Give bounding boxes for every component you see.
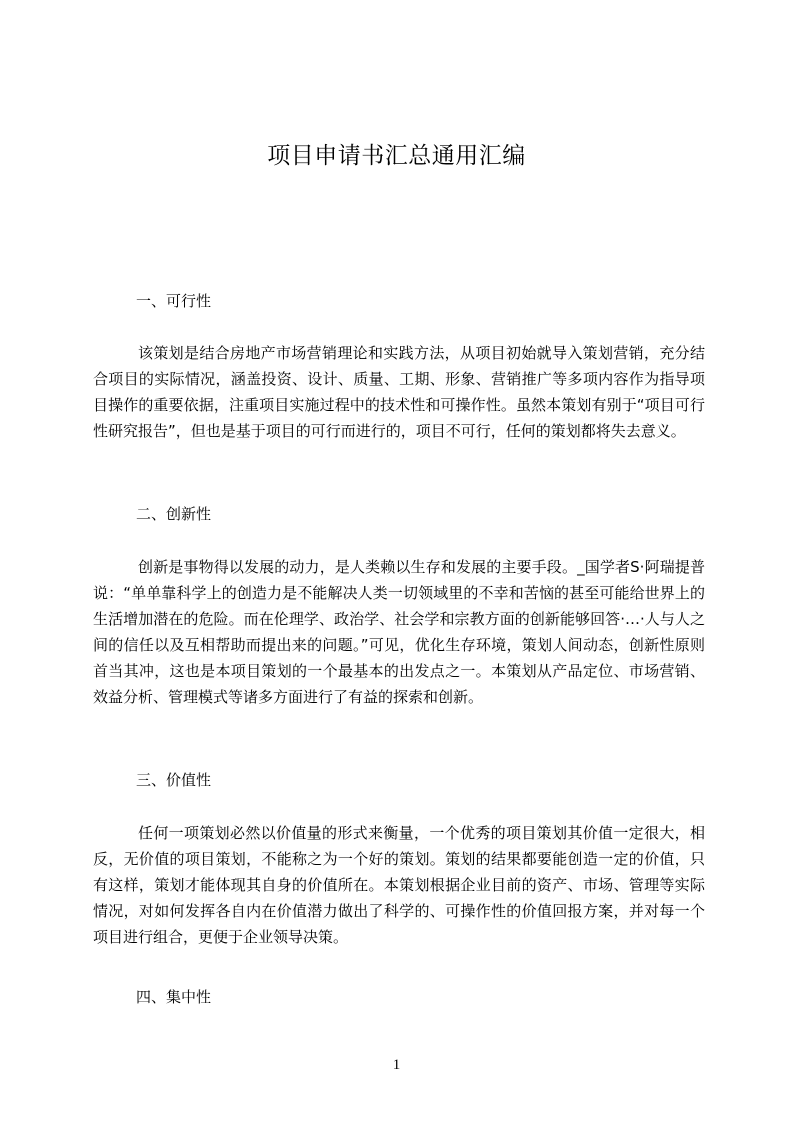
section-paragraph-feasibility: 该策划是结合房地产市场营销理论和实践方法，从项目初始就导入策划营销，充分结合项目的实际情况，涵盖投资、设计、质量、工期、形象、营销推广等多项内容作为指导项目操作的重要依据，注重项目实施过程中的技术性和可操作性。虽然本策划有别于“项目可行性研究报告”，但也是基于项目的可行而进行的，项目不可行，任何的策划都将失去意义。: [93, 344, 705, 440]
section-heading-feasibility: 一、可行性: [136, 292, 212, 310]
section-heading-innovation: 二、创新性: [136, 505, 212, 523]
page-number: 1: [392, 1057, 401, 1073]
section-paragraph-value: 任何一项策划必然以价值量的形式来衡量，一个优秀的项目策划其价值一定很大，相反，无价值的项目策划，不能称之为一个好的策划。策划的结果都要能创造一定的价值，只有这样，策划才能体现其自身的价值所在。本策划根据企业目前的资产、市场、管理等实际情况，对如何发挥各自内在价值潜力做出了科学的、可操作性的价值回报方案，并对每一个项目进行组合，更便于企业领导决策。: [93, 824, 705, 946]
document-title: 项目申请书汇总通用汇编: [267, 143, 526, 169]
section-heading-value: 三、价值性: [136, 771, 212, 789]
section-paragraph-innovation: 创新是事物得以发展的动力，是人类赖以生存和发展的主要手段。_国学者S·阿瑞提普说：“单单靠科学上的创造力是不能解决人类一切领域里的不幸和苦恼的甚至可能给世界上的生活增加潜在的危险。而在伦理学、政治学、社会学和宗教方面的创新能够回答·…·人与人之间的信任以及互相帮助而提出来的问题。”可见，优化生存环境，策划人间动态，创新性原则首当其冲，这也是本项目策划的一个最基本的出发点之一。本策划从产品定位、市场营销、效益分析、管理模式等诸多方面进行了有益的探索和创新。: [93, 558, 705, 706]
section-heading-focus: 四、集中性: [136, 988, 212, 1006]
